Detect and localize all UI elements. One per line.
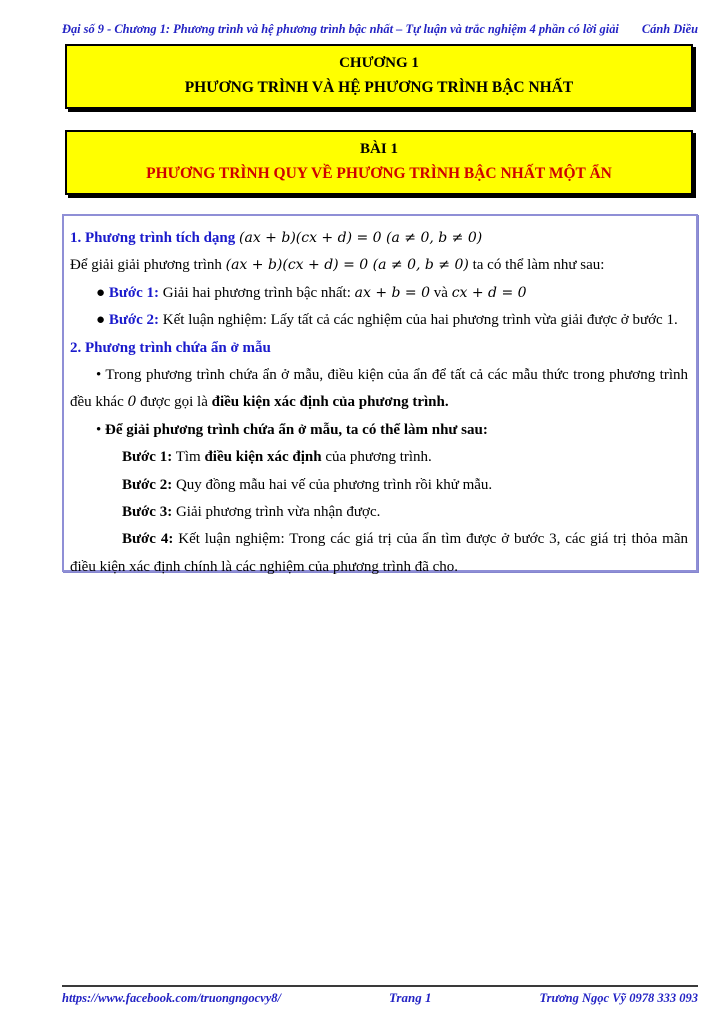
section2-step2-text: Quy đồng mẫu hai vế của phương trình rồi khử mẫu.: [175, 476, 493, 493]
section2-note1-bold: điều kiện xác định của phương trình.: [211, 394, 449, 411]
section2-note2-line: [70, 417, 688, 444]
section2-step1-pre: Tìm: [175, 449, 201, 466]
section1-heading-math: (ax + b)(cx + d) = 0 (a ≠ 0, b ≠ 0): [239, 230, 483, 246]
section2-heading-line: [70, 335, 688, 362]
section2-step1-post: của phương trình.: [325, 449, 432, 466]
section1-step2-line: [70, 307, 688, 334]
section2-step3-text: Giải phương trình vừa nhận được.: [175, 504, 381, 521]
section1-step1-line: [70, 280, 688, 307]
header-brand: Cánh Diều: [641, 22, 698, 36]
section1-step1-math2: cx + d = 0: [451, 284, 527, 301]
section2-step1-label: Bước 1:: [122, 449, 173, 466]
section1-step2-text: Kết luận nghiệm: Lấy tất cả các nghiệm của hai phương trình vừa giải được ở bước 1.: [162, 312, 678, 329]
chapter-title: CHƯƠNG 1: [339, 55, 419, 71]
section2-heading: 2. Phương trình chứa ẩn ở mẫu: [70, 339, 271, 356]
theory-box: [62, 214, 698, 575]
section2-note1-line: [70, 362, 688, 417]
dot-bullet-icon: •: [96, 421, 102, 438]
author-contact: Trương Ngọc Vỹ 0978 333 093: [539, 991, 698, 1005]
section2-step2-label: Bước 2:: [122, 476, 173, 493]
section2-step4-label: Bước 4:: [122, 531, 174, 548]
section1-intro-post: ta có thể làm như sau:: [472, 257, 605, 274]
section1-step2-label: Bước 2:: [108, 312, 160, 329]
section2-step4-line: [70, 526, 688, 581]
section2-step3-line: [70, 499, 688, 526]
lesson-subtitle: PHƯƠNG TRÌNH QUY VỀ PHƯƠNG TRÌNH BẬC NHẤT MỘT ẨN: [146, 165, 612, 182]
page-number: Trang 1: [388, 990, 432, 1005]
header-title: Đại số 9 - Chương 1: Phương trình và hệ phương trình bậc nhất – Tự luận và trắc nghiệm 4 phần có lời giải: [62, 22, 619, 36]
section2-step4-text: Kết luận nghiệm: Trong các giá trị của ẩn tìm được ở bước 3, các giá trị thỏa mãn điều kiện xác định chính là các nghiệm của phương trình đã cho.: [70, 531, 689, 575]
step-bullet-icon: ●: [96, 312, 106, 329]
section2-step1-line: [70, 444, 688, 471]
section1-intro-math: (ax + b)(cx + d) = 0 (a ≠ 0, b ≠ 0): [225, 257, 469, 274]
dot-bullet-icon: •: [96, 367, 102, 384]
step-bullet-icon: ●: [96, 284, 106, 301]
section1-intro-pre: Để giải giải phương trình: [70, 257, 222, 274]
section1-intro-line: [70, 252, 688, 279]
section2-note1-mid: được gọi là: [140, 394, 208, 411]
lesson-title: BÀI 1: [360, 141, 398, 157]
page-header: [62, 22, 698, 37]
page-footer: [62, 985, 698, 1006]
section2-step1-bold: điều kiện xác định: [204, 449, 322, 466]
section1-step1-and: và: [433, 284, 448, 301]
section2-note1-math: 0: [127, 394, 137, 411]
chapter-box: [65, 44, 693, 109]
section2-note1-pre: Trong phương trình chứa ẩn ở mẫu, điều kiện của ẩn để tất cả các mẫu thức trong phương trình đều khác: [70, 367, 688, 411]
chapter-subtitle: PHƯƠNG TRÌNH VÀ HỆ PHƯƠNG TRÌNH BẬC NHẤT: [184, 79, 574, 96]
section1-step1-math1: ax + b = 0: [354, 284, 431, 301]
section1-heading-line: [70, 225, 688, 252]
lesson-box: [65, 130, 693, 195]
facebook-link[interactable]: https://www.facebook.com/truongngocvy8/: [62, 991, 281, 1005]
section1-step1-text: Giải hai phương trình bậc nhất:: [162, 284, 351, 301]
section2-note2-bold: Để giải phương trình chứa ẩn ở mẫu, ta có thể làm như sau:: [105, 421, 488, 438]
section1-heading: 1. Phương trình tích dạng: [70, 230, 236, 246]
section1-step1-label: Bước 1:: [108, 284, 160, 301]
section2-step2-line: [70, 472, 688, 499]
section2-step3-label: Bước 3:: [122, 504, 173, 521]
